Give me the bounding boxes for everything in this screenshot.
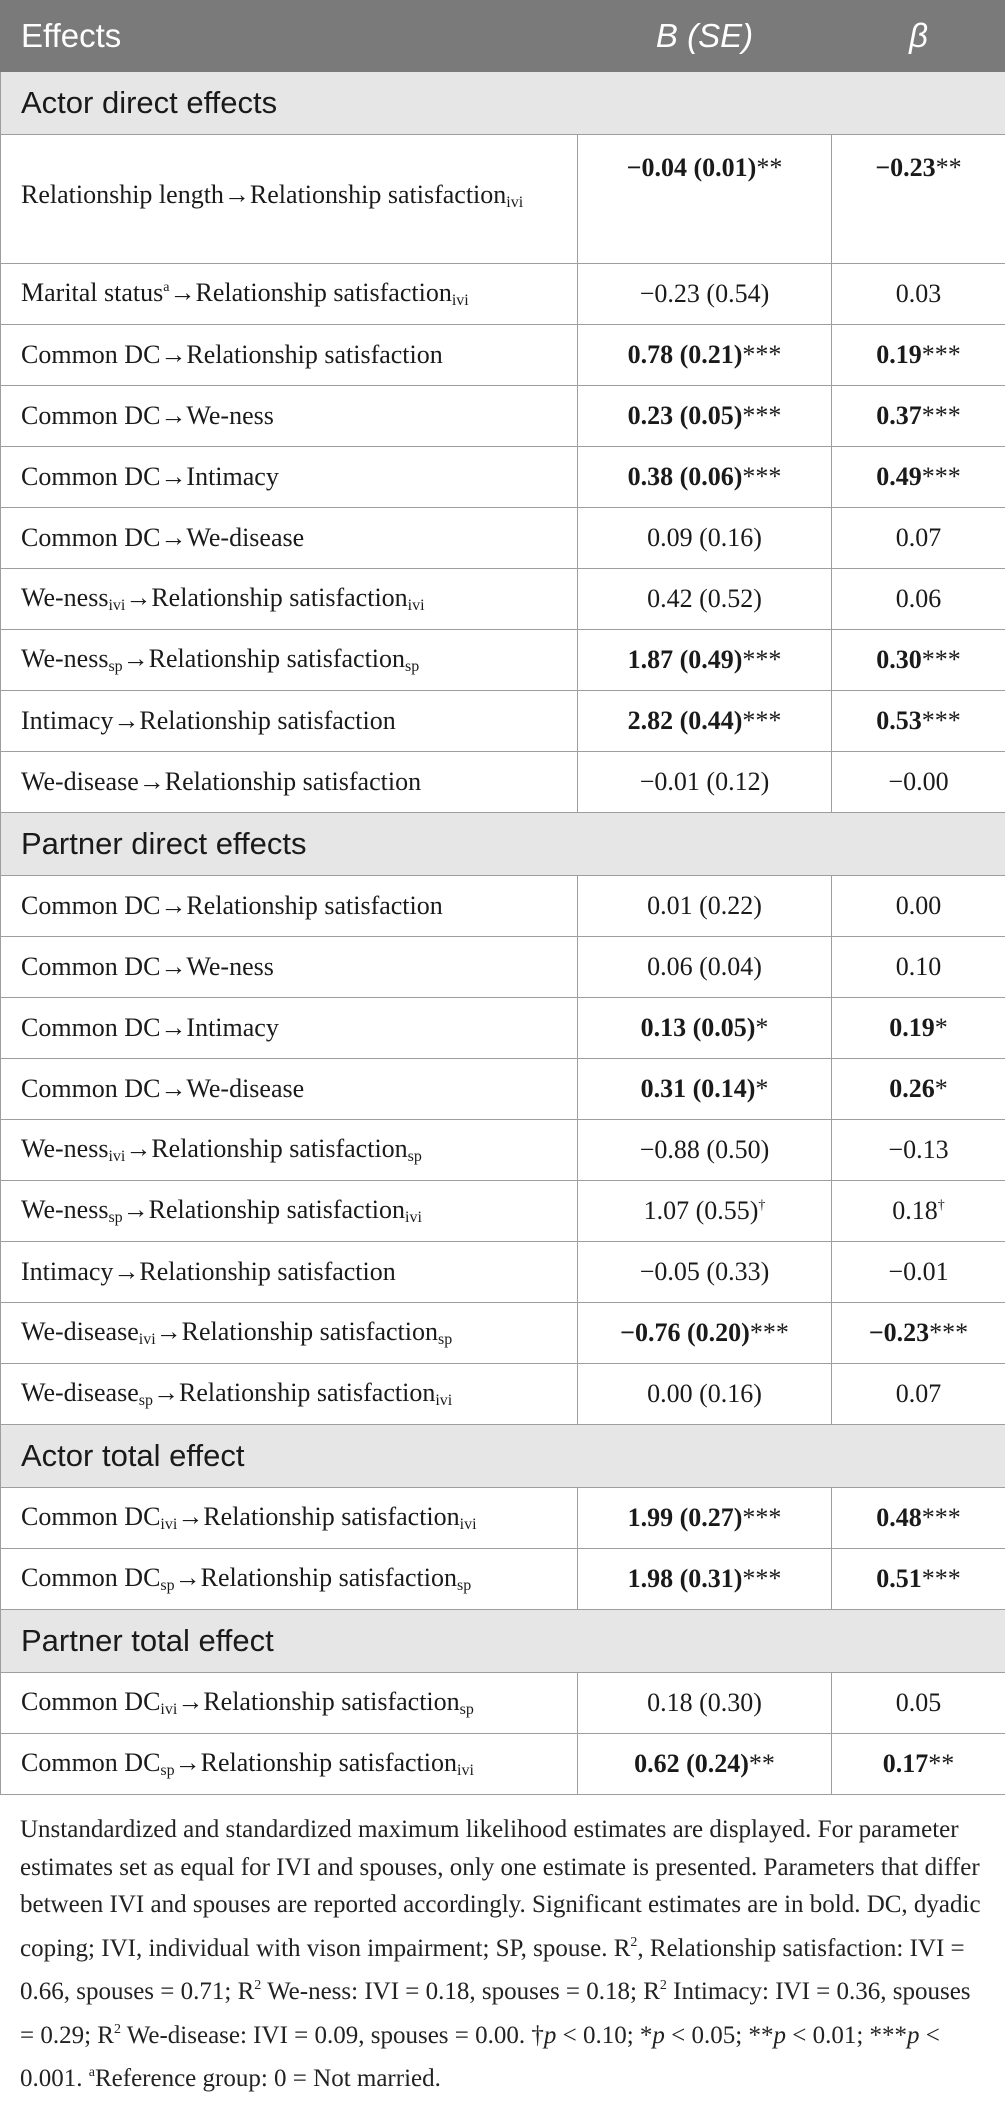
estimate-beta <box>832 447 1005 508</box>
effect-label <box>1 1549 578 1610</box>
table-row <box>1 569 1005 630</box>
beta-value: −0.01 <box>888 1257 949 1286</box>
significance-mark: *** <box>742 706 782 735</box>
table-row <box>1 1734 1005 1795</box>
effect-label-subscript: ivi <box>407 597 425 614</box>
effect-label-text: Relationship length→Relationship satisfaction <box>21 180 507 209</box>
footnote-italic: p <box>773 2021 786 2049</box>
effect-label-subscript: sp <box>459 1701 474 1718</box>
table-row <box>1 1364 1005 1425</box>
effect-label <box>1 569 578 630</box>
significance-mark: *** <box>921 462 961 491</box>
significance-mark: *** <box>921 645 961 674</box>
effect-label-subscript: ivi <box>435 1392 453 1409</box>
section-title: Partner total effect <box>1 1610 1005 1673</box>
estimate-value: 1.07 (0.55) <box>643 1196 759 1225</box>
estimate-b-se <box>578 1059 832 1120</box>
footnote-superscript: 2 <box>630 1934 638 1950</box>
footnote-text: < 0.10; * <box>556 2021 653 2049</box>
table-row <box>1 691 1005 752</box>
section-title: Partner direct effects <box>1 813 1005 876</box>
effect-label-subscript: sp <box>138 1392 153 1409</box>
estimate-beta <box>832 1549 1005 1610</box>
estimate-b-se <box>578 1734 832 1795</box>
estimate-beta <box>832 1181 1005 1242</box>
effect-label-text: We-ness <box>21 583 109 612</box>
table-row <box>1 325 1005 386</box>
significance-mark: *** <box>921 1564 961 1593</box>
table-row <box>1 508 1005 569</box>
significance-mark: ** <box>756 153 783 182</box>
estimate-beta <box>832 998 1005 1059</box>
significance-mark: *** <box>929 1318 969 1347</box>
beta-value: 0.30 <box>876 645 922 674</box>
header-beta: β <box>832 1 1005 72</box>
estimate-value: 1.87 (0.49) <box>627 645 743 674</box>
table-row <box>1 998 1005 1059</box>
effect-label <box>1 264 578 325</box>
significance-mark: *** <box>921 401 961 430</box>
footnote-italic: p <box>543 2021 557 2049</box>
effect-label-text: →Relationship satisfaction <box>122 1195 406 1224</box>
estimate-b-se <box>578 691 832 752</box>
beta-value: 0.07 <box>895 523 942 552</box>
significance-mark: ** <box>928 1749 955 1778</box>
significance-mark: *** <box>742 1503 782 1532</box>
table-row <box>1 1673 1005 1734</box>
estimate-value: 0.01 (0.22) <box>647 891 762 920</box>
effect-label-text: Common DC→We-disease <box>21 523 305 552</box>
beta-value: 0.10 <box>895 952 942 981</box>
significance-mark: *** <box>742 462 782 491</box>
estimate-b-se <box>578 752 832 813</box>
effect-label-text: →Relationship satisfaction <box>125 1134 408 1163</box>
significance-mark: † <box>937 1198 945 1213</box>
estimate-b-se <box>578 447 832 508</box>
effect-label-superscript: a <box>163 280 170 295</box>
effect-label-text: Common DC→Relationship satisfaction <box>21 340 443 369</box>
estimate-value: 0.23 (0.05) <box>627 401 743 430</box>
effect-label <box>1 325 578 386</box>
estimate-value: 0.38 (0.06) <box>627 462 743 491</box>
section-title: Actor total effect <box>1 1425 1005 1488</box>
estimate-beta <box>832 264 1005 325</box>
significance-mark: *** <box>742 1564 782 1593</box>
table-row <box>1 1488 1005 1549</box>
footnote-superscript: 2 <box>659 1978 667 1993</box>
table-row <box>1 135 1005 264</box>
effect-label <box>1 1488 578 1549</box>
effect-label-subscript: sp <box>108 658 123 675</box>
estimate-b-se <box>578 1488 832 1549</box>
effect-label-text: →Relationship satisfaction <box>155 1317 438 1346</box>
effect-label <box>1 386 578 447</box>
table-row <box>1 1120 1005 1181</box>
estimate-value: 1.98 (0.31) <box>627 1564 743 1593</box>
table-row <box>1 1059 1005 1120</box>
footnote-text: < 0.05; ** <box>664 2021 774 2049</box>
effect-label <box>1 135 578 264</box>
effect-label-subscript: ivi <box>405 1209 422 1226</box>
estimate-value: −0.04 (0.01) <box>626 153 757 182</box>
estimate-b-se <box>578 937 832 998</box>
footnote-text: We-disease: IVI = 0.09, spouses = 0.00. † <box>120 2021 544 2049</box>
effect-label-text: Common DC→Relationship satisfaction <box>21 891 443 920</box>
estimate-beta <box>832 508 1005 569</box>
effect-label-subscript: ivi <box>108 1148 126 1165</box>
header-row <box>1 1 1005 72</box>
section-row <box>1 1425 1005 1488</box>
footnote-italic: p <box>652 2021 665 2049</box>
significance-mark: *** <box>921 706 961 735</box>
estimate-b-se <box>578 1549 832 1610</box>
beta-value: −0.00 <box>888 767 949 796</box>
effect-label-subscript: sp <box>405 658 420 675</box>
beta-value: 0.37 <box>876 401 922 430</box>
estimate-beta <box>832 630 1005 691</box>
beta-value: −0.13 <box>888 1135 949 1164</box>
beta-value: 0.26 <box>889 1074 935 1103</box>
header-effects: Effects <box>1 1 578 72</box>
beta-value: 0.17 <box>882 1749 929 1778</box>
section-title: Actor direct effects <box>1 72 1005 135</box>
effect-label-text: Common DC→We-disease <box>21 1074 305 1103</box>
significance-mark: *** <box>921 1503 961 1532</box>
effect-label-subscript: ivi <box>108 597 126 614</box>
effect-label-text: We-ness <box>21 1195 109 1224</box>
effect-label <box>1 937 578 998</box>
beta-value: 0.51 <box>876 1564 922 1593</box>
estimate-beta <box>832 135 1005 264</box>
effect-label <box>1 1181 578 1242</box>
beta-value: 0.18 <box>892 1196 938 1225</box>
table-row <box>1 447 1005 508</box>
beta-value: 0.03 <box>895 279 942 308</box>
table-row <box>1 630 1005 691</box>
effect-label-text: Common DC→We-ness <box>21 952 274 981</box>
effect-label-text: Common DC <box>21 1687 161 1716</box>
effect-label-text: Intimacy→Relationship satisfaction <box>21 706 396 735</box>
effect-label <box>1 1059 578 1120</box>
effect-label-subscript: ivi <box>138 1331 156 1348</box>
footnote-text: < 0.01; *** <box>785 2021 908 2049</box>
footnote-text: < 0.001. <box>20 2021 940 2092</box>
estimate-b-se <box>578 1120 832 1181</box>
effect-label-text: →Relationship satisfaction <box>152 1378 436 1407</box>
table-row <box>1 1181 1005 1242</box>
estimate-beta <box>832 1303 1005 1364</box>
table-row <box>1 1303 1005 1364</box>
significance-mark: ** <box>935 153 962 182</box>
section-row <box>1 1610 1005 1673</box>
effect-label <box>1 1364 578 1425</box>
table-row <box>1 1549 1005 1610</box>
estimate-value: 0.42 (0.52) <box>647 584 762 613</box>
estimate-value: 2.82 (0.44) <box>627 706 743 735</box>
header-b-se: B (SE) <box>578 1 832 72</box>
effect-label-text: →Relationship satisfaction <box>177 1502 460 1531</box>
beta-value: 0.05 <box>895 1688 942 1717</box>
table-row <box>1 1242 1005 1303</box>
beta-value: 0.49 <box>876 462 922 491</box>
effect-label-text: →Relationship satisfaction <box>174 1748 457 1777</box>
estimate-value: 0.13 (0.05) <box>640 1013 756 1042</box>
estimate-value: 0.31 (0.14) <box>640 1074 756 1103</box>
estimate-value: 0.00 (0.16) <box>647 1379 762 1408</box>
beta-value: 0.06 <box>895 584 942 613</box>
effect-label-text: Common DC→Intimacy <box>21 462 279 491</box>
significance-mark: * <box>755 1074 769 1103</box>
effect-label <box>1 447 578 508</box>
estimate-b-se <box>578 1364 832 1425</box>
estimate-beta <box>832 1120 1005 1181</box>
estimate-beta <box>832 876 1005 937</box>
footnote-text: We-ness: IVI = 0.18, spouses = 0.18; R <box>261 1978 660 2005</box>
significance-mark: *** <box>921 340 961 369</box>
estimate-value: 0.09 (0.16) <box>647 523 762 552</box>
effect-label-subscript: ivi <box>506 194 524 211</box>
effect-label-text: We-disease <box>21 1317 139 1346</box>
effect-label-text: Common DC <box>21 1748 161 1777</box>
estimate-b-se <box>578 1673 832 1734</box>
beta-value: 0.48 <box>876 1503 922 1532</box>
table-row <box>1 752 1005 813</box>
estimate-beta <box>832 937 1005 998</box>
estimate-beta <box>832 1673 1005 1734</box>
beta-value: 0.07 <box>895 1379 942 1408</box>
footnote-superscript: 2 <box>113 2021 121 2037</box>
estimate-b-se <box>578 508 832 569</box>
estimate-b-se <box>578 1303 832 1364</box>
effect-label <box>1 1242 578 1303</box>
effect-label-subscript: ivi <box>160 1516 178 1533</box>
estimate-beta <box>832 1734 1005 1795</box>
estimate-b-se <box>578 998 832 1059</box>
significance-mark: *** <box>742 645 782 674</box>
significance-mark: *** <box>749 1318 789 1347</box>
estimate-value: −0.23 (0.54) <box>639 279 770 308</box>
effect-label-text: Marital status <box>21 278 164 307</box>
effect-label-text: Common DC <box>21 1563 161 1592</box>
effect-label-text: →Relationship satisfaction <box>125 583 408 612</box>
effect-label-text: Common DC→Intimacy <box>21 1013 279 1042</box>
estimate-value: 1.99 (0.27) <box>627 1503 743 1532</box>
estimate-b-se <box>578 264 832 325</box>
effect-label-text: Common DC <box>21 1502 161 1531</box>
footnote-superscript: 2 <box>254 1978 262 1993</box>
estimate-beta <box>832 569 1005 630</box>
effect-label <box>1 1120 578 1181</box>
table-row <box>1 876 1005 937</box>
estimate-value: −0.01 (0.12) <box>639 767 770 796</box>
significance-mark: † <box>758 1198 766 1213</box>
table-body <box>1 72 1005 1795</box>
effect-label-text: We-ness <box>21 1134 109 1163</box>
estimate-beta <box>832 1364 1005 1425</box>
effect-label <box>1 691 578 752</box>
effect-label-text: We-ness <box>21 644 109 673</box>
effect-label-text: →Relationship satisfaction <box>122 644 406 673</box>
estimate-value: 0.62 (0.24) <box>634 1749 749 1778</box>
estimate-b-se <box>578 135 832 264</box>
effect-label <box>1 1673 578 1734</box>
effect-label <box>1 1734 578 1795</box>
estimate-b-se <box>578 1242 832 1303</box>
estimate-beta <box>832 325 1005 386</box>
effect-label <box>1 752 578 813</box>
estimate-value: 0.18 (0.30) <box>647 1688 762 1717</box>
effect-label-text: Common DC→We-ness <box>21 401 274 430</box>
effect-label-text: →Relationship satisfaction <box>177 1687 460 1716</box>
estimate-value: 0.78 (0.21) <box>627 340 743 369</box>
table-row <box>1 937 1005 998</box>
beta-value: 0.00 <box>895 891 942 920</box>
estimate-beta <box>832 1059 1005 1120</box>
footnote-text: Unstandardized and standardized maximum likelihood estimates are displayed. For parameter estimates set as equal for IVI and spouses, only one estimate is presented. Parameters that differ between IVI and spouses are reported accordingly. Significant estimates are in bold. DC, dyadic coping; IVI, individual with vison impairment; SP, spouse. R <box>20 1816 981 1962</box>
significance-mark: * <box>755 1013 769 1042</box>
estimate-value: −0.88 (0.50) <box>639 1135 770 1164</box>
estimate-value: 0.06 (0.04) <box>647 952 762 981</box>
estimate-b-se <box>578 386 832 447</box>
effect-label <box>1 1303 578 1364</box>
footnote-text: Reference group: 0 = Not married. <box>94 2065 441 2092</box>
footnote-text: , Relationship satisfaction: IVI = 0.66, spouses = 0.71; R <box>20 1934 965 2005</box>
beta-value: 0.53 <box>876 706 922 735</box>
footnote-superscript: a <box>88 2065 95 2080</box>
footnote-italic: p <box>907 2021 920 2049</box>
significance-mark: * <box>934 1074 948 1103</box>
beta-value: −0.23 <box>875 153 936 182</box>
effect-label-subscript: ivi <box>459 1516 477 1533</box>
table-footnote <box>0 1795 1005 2098</box>
significance-mark: ** <box>748 1749 775 1778</box>
section-row <box>1 72 1005 135</box>
effect-label-subscript: ivi <box>457 1762 474 1779</box>
estimate-b-se <box>578 325 832 386</box>
estimate-b-se <box>578 1181 832 1242</box>
estimate-value: −0.76 (0.20) <box>620 1318 750 1347</box>
beta-value: −0.23 <box>868 1318 930 1347</box>
effect-label-subscript: sp <box>457 1577 472 1594</box>
estimate-value: −0.05 (0.33) <box>639 1257 770 1286</box>
effect-label-subscript: ivi <box>160 1701 178 1718</box>
estimate-b-se <box>578 630 832 691</box>
significance-mark: * <box>934 1013 948 1042</box>
footnote-text: Intimacy: IVI = 0.36, spouses = 0.29; R <box>20 1978 971 2049</box>
effect-label-text: →Relationship satisfaction <box>174 1563 457 1592</box>
table-row <box>1 264 1005 325</box>
beta-value: 0.19 <box>889 1013 935 1042</box>
estimate-b-se <box>578 569 832 630</box>
effect-label-subscript: ivi <box>451 292 469 309</box>
effect-label <box>1 630 578 691</box>
effect-label-subscript: sp <box>160 1762 175 1779</box>
effect-label-subscript: sp <box>108 1209 123 1226</box>
table-row <box>1 386 1005 447</box>
significance-mark: *** <box>742 401 782 430</box>
estimate-beta <box>832 691 1005 752</box>
effect-label-text: →Relationship satisfaction <box>169 278 452 307</box>
effect-label <box>1 998 578 1059</box>
effect-label <box>1 508 578 569</box>
section-row <box>1 813 1005 876</box>
beta-value: 0.19 <box>876 340 922 369</box>
effect-label-text: We-disease→Relationship satisfaction <box>21 767 422 796</box>
effect-label <box>1 876 578 937</box>
effect-label-text: Intimacy→Relationship satisfaction <box>21 1257 396 1286</box>
significance-mark: *** <box>742 340 782 369</box>
effect-label-subscript: sp <box>160 1577 175 1594</box>
estimate-beta <box>832 752 1005 813</box>
effect-label-text: We-disease <box>21 1378 139 1407</box>
effect-label-subscript: sp <box>437 1331 453 1348</box>
estimate-beta <box>832 386 1005 447</box>
effect-label-subscript: sp <box>407 1148 422 1165</box>
estimate-beta <box>832 1242 1005 1303</box>
estimate-beta <box>832 1488 1005 1549</box>
estimate-b-se <box>578 876 832 937</box>
